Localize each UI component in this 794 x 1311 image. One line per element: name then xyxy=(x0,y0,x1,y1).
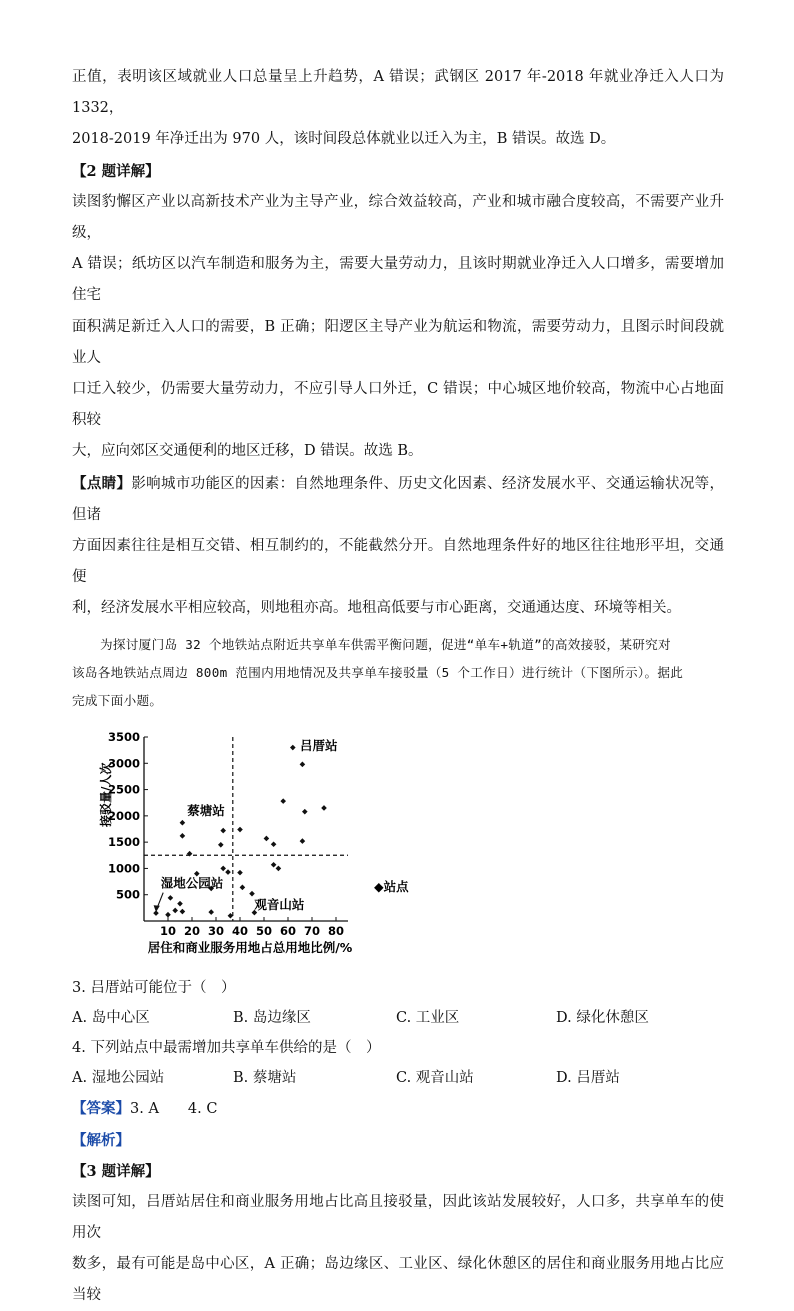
data-point xyxy=(180,908,186,914)
data-point xyxy=(237,869,243,875)
q3-option-c: C. 工业区 xyxy=(396,1009,460,1026)
data-point xyxy=(276,865,282,871)
y-tick-label: 500 xyxy=(115,887,140,902)
data-point xyxy=(180,833,186,839)
data-point xyxy=(290,744,296,750)
dianjing-line: 利，经济发展水平相应较高，则地租亦高。地租高低要与市心距离，交通通达度、环境等相关。 xyxy=(72,600,681,617)
dianjing-text: 影响城市功能区的因素：自然地理条件、历史文化因素、经济发展水平、交通运输状况等，但诸 xyxy=(72,475,725,523)
q2-line: A 错误；纸坊区以汽车制造和服务为主，需要大量劳动力，且该时期就业净迁入人口增多，需要增加住宅 xyxy=(72,256,724,304)
y-tick-label: 3000 xyxy=(107,755,140,770)
paragraph-line: 正值，表明该区域就业人口总量呈上升趋势，A 错误；武钢区 2017 年-2018 年就业净迁入人口为 1332， xyxy=(72,69,724,117)
data-point xyxy=(165,912,171,918)
y-tick-label: 2500 xyxy=(107,782,140,797)
q4-option-a: A. 湿地公园站 xyxy=(72,1069,165,1086)
data-point xyxy=(302,809,308,815)
q3-line: 数多，最有可能是岛中心区，A 正确；岛边缘区、工业区、绿化休憩区的居住和商业服务用地占比应当较 xyxy=(72,1256,724,1304)
y-tick-label: 1000 xyxy=(107,861,140,876)
x-tick-label: 20 xyxy=(183,923,201,938)
data-point xyxy=(271,841,277,847)
q2-line: 面积满足新迁入人口的需要，B 正确；阳逻区主导产业为航运和物流，需要劳动力，且图示时间段就业人 xyxy=(72,318,724,366)
label-lvmei: 吕厝站 xyxy=(300,737,338,753)
intro-line: 为探讨厦门岛 32 个地铁站点附近共享单车供需平衡问题，促进“单车+轨道”的高效接驳，某研究对 xyxy=(100,636,671,652)
answer-label: 【答案】 xyxy=(72,1099,130,1117)
data-point xyxy=(220,865,226,871)
label-caitang: 蔡塘站 xyxy=(187,802,225,818)
q4-stem: 4. 下列站点中最需增加共享单车供给的是（ ） xyxy=(72,1039,381,1056)
q2-line: 读图豹懈区产业以高新技术产业为主导产业，综合效益较高，产业和城市融合度较高，不需要产业升级， xyxy=(72,193,724,242)
x-tick-label: 30 xyxy=(207,923,225,938)
y-tick-label: 2000 xyxy=(107,808,140,823)
q4-option-d: D. 吕厝站 xyxy=(556,1069,620,1086)
x-tick-label: 40 xyxy=(231,923,249,938)
data-point xyxy=(225,869,231,875)
q3-stem: 3. 吕厝站可能位于（ ） xyxy=(72,979,236,996)
data-point xyxy=(218,842,224,848)
data-point xyxy=(280,798,286,804)
data-point xyxy=(321,805,327,811)
legend-station: ◆站点 xyxy=(374,878,409,894)
q2-line: 口迁入较少，仍需要大量劳动力，不应引导人口外迁，C 错误；中心城区地价较高，物流中心占地面积较 xyxy=(72,381,724,429)
data-point xyxy=(237,826,243,832)
q4-options xyxy=(72,1063,724,1093)
q3-option-a: A. 岛中心区 xyxy=(72,1009,150,1026)
document-page xyxy=(72,62,724,1311)
data-point xyxy=(208,909,214,915)
data-point xyxy=(240,884,246,890)
paragraph-line: 2018-2019 年净迁出为 970 人，该时间段总体就业以迁入为主，B 错误。故选 D。 xyxy=(72,131,616,148)
analysis-label: 【解析】 xyxy=(72,1131,130,1149)
q3-line: 读图可知，吕厝站居住和商业服务用地占比高且接驳量，因此该站发展较好，人口多，共享单车的使用次 xyxy=(72,1193,724,1241)
q2-line: 大，应向郊区交通便利的地区迁移，D 错误。故选 B。 xyxy=(72,443,423,460)
data-point xyxy=(168,895,174,901)
scatter-chart-svg xyxy=(96,729,426,959)
q3-header: 【3 题详解】 xyxy=(72,1162,160,1180)
x-axis-label: 居住和商业服务用地占总用地比例/% xyxy=(147,939,353,955)
data-point xyxy=(249,891,255,897)
x-tick-label: 80 xyxy=(327,923,345,938)
data-point xyxy=(172,907,178,913)
x-tick-label: 10 xyxy=(159,923,177,938)
answer-text: 3. A 4. C xyxy=(130,1100,218,1117)
data-point xyxy=(300,761,306,767)
q2-header: 【2 题详解】 xyxy=(72,162,160,180)
data-point xyxy=(220,827,226,833)
data-point xyxy=(180,820,186,826)
x-tick-label: 50 xyxy=(255,923,273,938)
q3-options xyxy=(72,1003,724,1033)
dianjing-header: 【点睛】 xyxy=(72,474,132,492)
y-tick-label: 3500 xyxy=(107,729,140,744)
label-shidi: 湿地公园站 xyxy=(160,875,224,891)
data-point xyxy=(300,838,306,844)
intro-line: 完成下面小题。 xyxy=(72,692,163,708)
label-guanyin: 观音山站 xyxy=(254,896,305,912)
x-tick-label: 70 xyxy=(303,923,321,938)
answer-line xyxy=(72,1093,724,1125)
q4-option-b: B. 蔡塘站 xyxy=(233,1069,297,1086)
intro-line: 该岛各地铁站点周边 800m 范围内用地情况及共享单车接驳量（5 个工作日）进行统计（下图所示）。据此 xyxy=(72,664,684,680)
q4-option-c: C. 观音山站 xyxy=(396,1069,474,1086)
q3-option-b: B. 岛边缘区 xyxy=(233,1009,311,1026)
dianjing-line-1 xyxy=(72,468,724,531)
data-point xyxy=(264,835,270,841)
dianjing-line: 方面因素往往是相互交错、相互制约的，不能截然分开。自然地理条件好的地区往往地形平坦，交通便 xyxy=(72,538,724,586)
y-axis-label: 接驳量/人次 xyxy=(99,762,113,827)
data-point xyxy=(271,862,277,868)
q3-option-d: D. 绿化休憩区 xyxy=(556,1009,649,1026)
y-tick-label: 1500 xyxy=(107,834,140,849)
data-point xyxy=(177,901,183,907)
scatter-chart xyxy=(96,729,426,959)
x-tick-label: 60 xyxy=(279,923,297,938)
